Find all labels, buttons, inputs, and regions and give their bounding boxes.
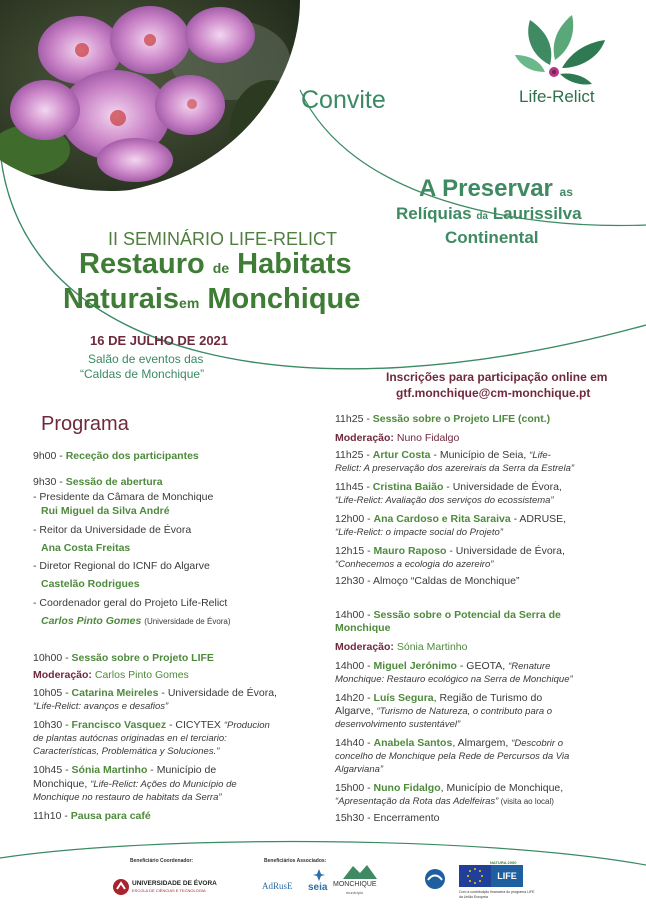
speaker-name: Artur Costa — [372, 449, 431, 461]
title-w6: Monchique — [207, 283, 361, 315]
monchique-logo-icon — [343, 863, 377, 879]
talk-title: desenvolvimento sustentável” — [335, 719, 461, 730]
item-12h15 — [335, 545, 565, 558]
funding-note: Com a contribuição financeira do programa LIFE da União Europeia — [459, 890, 535, 899]
tagline-line1 — [419, 175, 573, 203]
monchique-logo: MONCHIQUE — [333, 881, 377, 888]
talk-title: “Life-Relict: Ações do Município de — [90, 779, 237, 790]
associates-label: Beneficiários Associados: — [264, 858, 327, 864]
session-title: Receção dos participantes — [65, 450, 199, 462]
item-14h20 — [335, 692, 542, 705]
life-logo: LIFE — [491, 865, 523, 887]
seminar-label: II SEMINÁRIO LIFE-RELICT — [108, 229, 338, 249]
talk-title: “Producion — [223, 720, 270, 731]
session-title: Pausa para café — [70, 810, 151, 822]
speaker-name: Mauro Raposo — [373, 545, 447, 557]
registration-email[interactable]: gtf.monchique@cm-monchique.pt — [396, 386, 591, 400]
tagline-line3: Continental — [445, 228, 539, 247]
role-line: - Diretor Regional do ICNF do Algarve — [33, 560, 210, 572]
talk-title: “Renature — [508, 661, 551, 672]
speaker-name: Luís Segura — [373, 692, 434, 704]
talk-title: “Descobrir o — [511, 738, 563, 749]
uevora-sub: ESCOLA DE CIÊNCIAS E TECNOLOGIA — [132, 888, 206, 893]
speaker-name: Castelão Rodrigues — [41, 578, 140, 590]
talk-line — [335, 795, 554, 808]
monchique-sub: município — [346, 890, 364, 895]
speaker-name: Francisco Vasquez — [71, 719, 167, 731]
tag-a1: A Preservar — [419, 175, 553, 202]
speaker-line — [41, 615, 231, 628]
affiliation: Monchique, — [33, 778, 91, 790]
speaker-name: Nuno Fidalgo — [373, 782, 441, 794]
item-11h25-session — [335, 413, 550, 426]
title-w1: Restauro — [79, 248, 205, 280]
convite-heading: Convite — [301, 86, 386, 114]
role-line: - Coordenador geral do Projeto Life-Relict — [33, 597, 228, 609]
talk-title: concelho de Monchique pela Rede de Percursos da Via — [335, 751, 570, 762]
talk-title: Algarviana” — [335, 764, 384, 775]
adruse-logo: AdRusE — [262, 881, 293, 891]
item-14h00 — [335, 660, 550, 673]
natura-logo: NATURA 2000 — [490, 860, 517, 865]
time: 10h30 - — [33, 719, 72, 731]
time: 10h05 - — [33, 687, 72, 699]
time: 11h25 - — [335, 449, 373, 461]
item-10h00 — [33, 652, 214, 665]
talk-title: Características, Problemática y Soluciones.” — [33, 746, 220, 757]
speaker-name: Carlos Pinto Gomes — [41, 615, 142, 627]
role-line: - Presidente da Câmara de Monchique — [33, 491, 214, 503]
affiliation: - Município de — [147, 764, 217, 776]
tag-b1: Relíquias — [396, 204, 472, 223]
time: 11h25 - — [335, 413, 373, 425]
time: 10h45 - — [33, 764, 72, 776]
eu-flag-icon — [459, 865, 491, 887]
affiliation: - GEOTA, — [456, 660, 509, 672]
coordinator-label: Beneficiário Coordenador: — [130, 858, 194, 864]
speaker-name: Ana Costa Freitas — [41, 542, 131, 554]
moderator-name: Nuno Fidalgo — [396, 432, 460, 444]
item-15h30: 15h30 - Encerramento — [335, 812, 440, 824]
session-title: Sessão de abertura — [65, 476, 163, 488]
tag-a2: as — [559, 185, 573, 199]
tagline-line2 — [396, 204, 582, 224]
talk-title: “Conhecemos a ecologia do azereiro” — [335, 559, 494, 570]
item-12h00 — [335, 513, 566, 526]
title-line2 — [63, 283, 360, 316]
talk-title: “Life-Relict: avanços e desafios” — [33, 701, 169, 712]
item-10h45 — [33, 764, 216, 777]
affiliation: - Município de Seia, — [430, 449, 530, 461]
time: 11h45 - — [335, 481, 373, 493]
tag-b2: da — [476, 211, 488, 222]
talk-title: “Life- — [529, 450, 551, 461]
speaker-name: Sónia Martinho — [71, 764, 148, 776]
session-title-cont: Monchique — [335, 622, 391, 634]
item-9h00 — [33, 450, 199, 463]
time: 9h30 - — [33, 476, 66, 488]
tag-b3: Laurissilva — [492, 204, 582, 223]
time: 14h40 - — [335, 737, 374, 749]
item-12h30: 12h30 - Almoço “Caldas de Monchique” — [335, 575, 520, 587]
note: (visita ao local) — [498, 797, 554, 806]
moderation-label: Moderação: — [335, 432, 397, 444]
speaker-name: Miguel Jerónimo — [373, 660, 457, 672]
time: 14h00 - — [335, 609, 374, 621]
time: 14h00 - — [335, 660, 374, 672]
speaker-name: Catarina Meireles — [71, 687, 159, 699]
speaker-name: Rui Miguel da Silva André — [41, 505, 170, 517]
venue-line2: “Caldas de Monchique” — [80, 367, 205, 381]
title-line1 — [79, 248, 352, 281]
talk-line — [335, 705, 552, 718]
moderator-name: Carlos Pinto Gomes — [94, 669, 189, 681]
affiliation: Algarve, — [335, 705, 377, 717]
speaker-name: Cristina Baião — [372, 481, 444, 493]
talk-title: “Apresentação da Rota das Adelfeiras” — [335, 796, 499, 807]
session-title: Sessão sobre o Projeto LIFE (cont.) — [372, 413, 551, 425]
moderation-line — [335, 432, 459, 445]
time: 11h10 - — [33, 810, 71, 822]
title-w5: em — [179, 295, 200, 311]
cicytex-logo-icon — [424, 868, 446, 890]
time: 12h00 - — [335, 513, 374, 525]
session-title: Sessão sobre o Potencial da Serra de — [373, 609, 561, 621]
time: 12h15 - — [335, 545, 374, 557]
talk-title: “Life-Relict: Avaliação dos serviços do ecossistema” — [335, 495, 554, 506]
registration-line: Inscrições para participação online em — [386, 370, 608, 384]
moderation-label: Moderação: — [335, 641, 397, 653]
uevora-name: UNIVERSIDADE DE ÉVORA — [132, 880, 217, 887]
moderation-line — [33, 669, 189, 682]
footer-logos — [0, 838, 646, 914]
role-line: - Reitor da Universidade de Évora — [33, 524, 192, 536]
program-title: Programa — [41, 413, 129, 435]
speaker-name: Anabela Santos — [373, 737, 453, 749]
affiliation: - Universidade de Évora, — [158, 687, 277, 699]
title-w3: Habitats — [237, 248, 352, 280]
talk-title: “Life-Relict: o impacte social do Projeto” — [335, 527, 503, 538]
item-15h00 — [335, 782, 563, 795]
talk-line — [33, 778, 237, 791]
time: 14h20 - — [335, 692, 374, 704]
affiliation: , Almargem, — [452, 737, 512, 749]
uevora-logo-icon — [112, 878, 130, 896]
time: 15h00 - — [335, 782, 374, 794]
seia-logo: seia — [308, 882, 328, 893]
talk-title: de plantas autócnas originadas en el terciario: — [33, 733, 227, 744]
item-9h30 — [33, 476, 163, 489]
venue-line1: Salão de eventos das — [88, 352, 204, 366]
talk-title: Monchique no restauro de habitats da Serra” — [33, 792, 222, 803]
affiliation: - Universidade de Évora, — [443, 481, 562, 493]
item-14h40 — [335, 737, 563, 750]
session-title: Sessão sobre o Projeto LIFE — [71, 652, 214, 664]
title-w2: de — [212, 260, 230, 276]
item-10h30 — [33, 719, 270, 732]
speaker-name: Ana Cardoso e Rita Saraiva — [373, 513, 511, 525]
time: 10h00 - — [33, 652, 72, 664]
title-w4: Naturais — [63, 283, 180, 315]
affiliation: - CICYTEX — [166, 719, 224, 731]
affiliation: , Região de Turismo do — [433, 692, 543, 704]
moderation-line — [335, 641, 467, 654]
talk-title: Relict: A preservação dos azereirais da Serra da Estrela” — [335, 463, 575, 474]
affiliation: - Universidade de Évora, — [446, 545, 565, 557]
item-14h00-session — [335, 609, 561, 622]
item-11h45 — [335, 481, 562, 494]
affiliation: (Universidade de Évora) — [144, 617, 231, 626]
seia-logo-icon — [312, 868, 326, 882]
moderation-label: Moderação: — [33, 669, 95, 681]
event-date: 16 DE JULHO DE 2021 — [90, 333, 229, 348]
item-11h10 — [33, 810, 151, 823]
talk-title: “Turismo de Natureza, o contributo para o — [376, 706, 553, 717]
talk-title: Monchique: Restauro ecológico na Serra de Monchique” — [335, 674, 573, 685]
logo-text: Life-Relict — [519, 87, 595, 106]
time: 9h00 - — [33, 450, 66, 462]
rhododendron-flower-photo — [0, 0, 300, 195]
affiliation: , Município de Monchique, — [440, 782, 564, 794]
affiliation: - ADRUSE, — [510, 513, 567, 525]
item-10h05 — [33, 687, 277, 700]
item-11h25 — [335, 449, 551, 462]
moderator-name: Sónia Martinho — [396, 641, 468, 653]
